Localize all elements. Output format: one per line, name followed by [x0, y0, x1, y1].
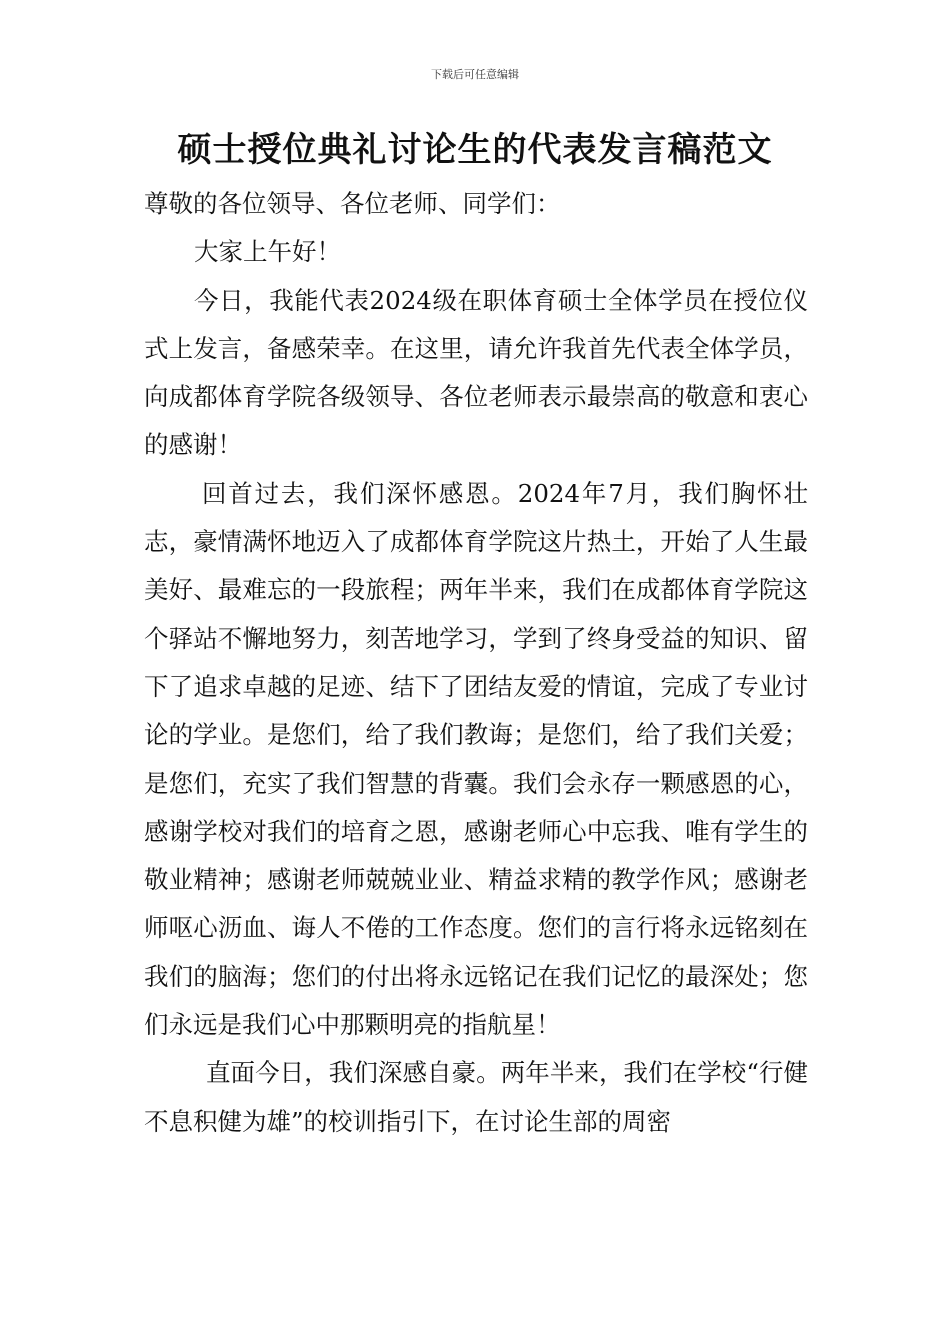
paragraph-greeting: 大家上午好！ — [194, 237, 341, 267]
paragraph-gratitude: 回首过去，我们深怀感恩。2024年7月，我们胸怀壮志，豪情满怀地迈入了成都体育学院这片热土，开始了人生最美好、最难忘的一段旅程；两年半来，我们在成都体育学院这个驿站不懈地努力，刻苦地学习，学到了终身受益的知识、留下了追求卓越的足迹、结下了团结友爱的情谊，完成了专业讨论的学业。是您们，给了我们教诲；是您们，给了我们关爱；是您们，充实了我们智慧的背囊。我们会永存一颗感恩的心，感谢学校对我们的培育之恩，感谢老师心中忘我、唯有学生的敬业精神；感谢老师兢兢业业、精益求精的教学作风；感谢老师呕心沥血、诲人不倦的工作态度。您们的言行将永远铭刻在我们的脑海；您们的付出将永远铭记在我们记忆的最深处；您们永远是我们心中那颗明亮的指航星！ — [144, 478, 808, 1040]
document-title: 硕士授位典礼讨论生的代表发言稿范文 — [177, 130, 773, 170]
document-body — [144, 180, 808, 1146]
salutation: 尊敬的各位领导、各位老师、同学们： — [144, 189, 561, 218]
paragraph-pride: 直面今日，我们深感自豪。两年半来，我们在学校“行健不息积健为雄”的校训指引下，在讨论生部的周密 — [144, 1058, 808, 1136]
header-note: 下载后可任意编辑 — [431, 68, 519, 81]
paragraph-intro: 今日，我能代表2024级在职体育硕士全体学员在授位仪式上发言，备感荣幸。在这里，请允许我首先代表全体学员，向成都体育学院各级领导、各位老师表示最崇高的敬意和衷心的感谢！ — [144, 285, 808, 460]
